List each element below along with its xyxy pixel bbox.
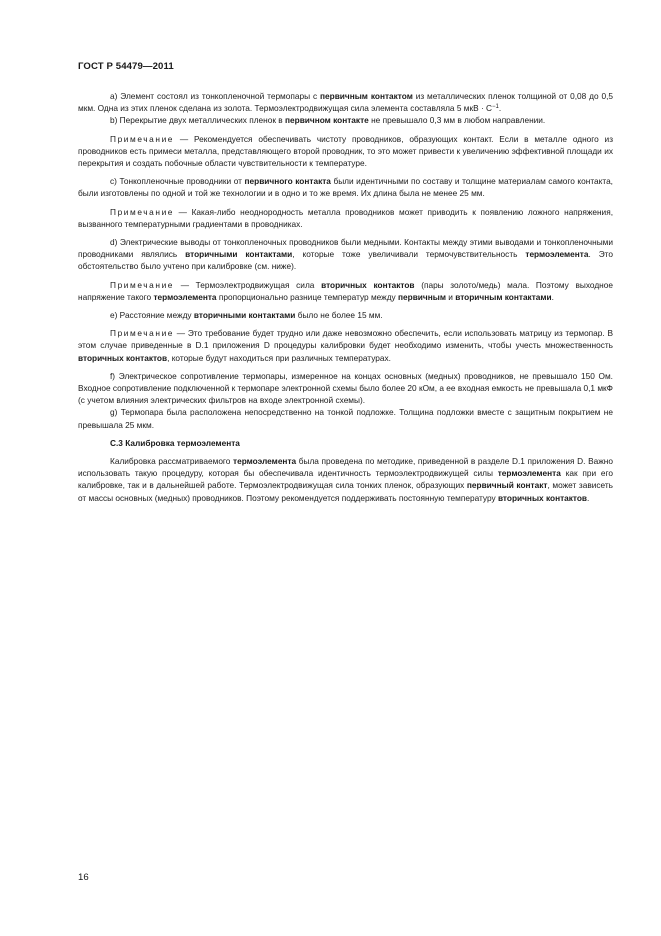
text-run: как при его калибровке, так и в дальнейшей работе. Термоэлектродвижущая сила тонких пленок, образующих xyxy=(78,468,613,491)
term-primary-contact: первичным контактом xyxy=(320,91,413,101)
term-primary: первичным xyxy=(398,291,446,302)
term-primary-contact: первичный контакт xyxy=(466,480,548,491)
text-run: e) Расстояние между xyxy=(110,310,194,321)
term-thermoelement: термоэлемента xyxy=(233,456,297,467)
text-run: a) Элемент состоял из тонкопленочной термопары с xyxy=(110,91,320,101)
text-run: , которые тоже увеличивали термочувствительность xyxy=(292,249,526,260)
text-run: не превышало 0,3 мм в любом направлении. xyxy=(368,115,546,126)
text-run: . xyxy=(498,103,502,114)
term-primary-contact: первичном контакте xyxy=(285,115,369,126)
text-run: . xyxy=(587,492,590,503)
text-run: (пары золото/медь) мала. Поэтому выходное напряжение такого xyxy=(78,279,613,302)
term-secondary-contacts: вторичных контактов xyxy=(321,279,415,290)
document-body xyxy=(78,90,613,504)
text-run: , может зависеть от массы основных (медных) проводников. Поэтому рекомендуется поддерживать постоянную температуру xyxy=(78,480,613,503)
text-run: — Рекомендуется обеспечивать чистоту проводников, образующих контакт. Если в металле одного из проводников есть примеси металла, представляющего второй проводник, то это может привести к увеличению эффективной площади их перекрытия и создать побочные области чувствительности к температуре. xyxy=(78,133,613,169)
term-secondary-contacts: вторичными контактами xyxy=(185,249,293,260)
term-primary-contact: первичного контакта xyxy=(244,176,331,187)
note-2 xyxy=(78,206,613,230)
section-heading-c3: С.3 Калибровка термоэлемента xyxy=(110,437,240,448)
paragraph-e xyxy=(78,309,613,321)
note-1 xyxy=(78,133,613,170)
text-run: — Термоэлектродвижущая сила xyxy=(174,279,322,290)
text-run: d) Электрические выводы от тонкопленочных проводников были медными. Контакты между этими выводами и тонкопленочными проводниками являлись xyxy=(78,237,613,260)
term-secondary-contacts: вторичных контактов xyxy=(497,492,588,503)
paragraph-b xyxy=(78,114,613,126)
text-run: b) Перекрытие двух металлических пленок в xyxy=(110,115,285,126)
term-secondary-contacts: вторичным контактами xyxy=(455,291,552,302)
text-run: Калибровка рассматриваемого xyxy=(110,456,234,467)
term-secondary-contacts: вторичными контактами xyxy=(193,310,296,321)
text-run: — Какая-либо неоднородность металла проводников может приводить к появлению ложного напряжения, вызванного температурными градиентами в проводниках. xyxy=(78,206,613,229)
term-secondary-contacts: вторичных контактов xyxy=(78,352,168,363)
text-run: . xyxy=(551,291,554,302)
text-run: были идентичными по составу и толщине материалам самого контакта, были изготовлены по одной и той же технологии и в одно и то же время. Их длина была не менее 25 мм. xyxy=(78,176,613,199)
text-run: и xyxy=(445,291,456,302)
document-code-header: ГОСТ Р 54479—2011 xyxy=(78,61,174,72)
text-run: из металлических пленок толщиной от 0,08 до 0,5 мкм. Одна из этих пленок сделана из золота. Термоэлектродвижущая сила элемента составляла 5 мкВ · С xyxy=(78,91,613,114)
paragraph-calibration xyxy=(78,455,613,504)
paragraph-a xyxy=(78,90,613,114)
superscript-exponent: −1 xyxy=(492,104,499,111)
term-thermoelement: термоэлемента xyxy=(153,291,217,302)
text-run: c) Тонкопленочные проводники от xyxy=(110,176,245,187)
paragraph-f: f) Электрическое сопротивление термопары, измеренное на концах основных (медных) проводников, не превышало 150 Ом. Входное сопротивление подключенной к термопаре электронной схемы было более 20 кОм, а ее входная емкость не превышала 0,1 мкФ (с учетом влияния электрических фильтров на входе электронной схемы). xyxy=(78,370,613,406)
note-label: Примечание xyxy=(110,206,175,217)
text-run: пропорционально разнице температур между xyxy=(216,291,399,302)
note-label: Примечание xyxy=(110,279,175,290)
note-label: Примечание xyxy=(110,133,175,144)
paragraph-g: g) Термопара была расположена непосредственно на тонкой подложке. Толщина подложки вместе с защитным покрытием не превышала 25 мкм. xyxy=(78,407,613,430)
text-run: , которые будут находиться при различных температурах. xyxy=(167,352,391,363)
term-thermoelement: термоэлемента xyxy=(497,468,561,479)
text-run: была проведена по методике, приведенной в разделе D.1 приложения D. Важно использовать такую процедуру, которая бы обеспечивала идентичность термоэлектродвижущей силы xyxy=(78,456,613,479)
paragraph-d xyxy=(78,236,613,273)
note-4 xyxy=(78,327,613,364)
paragraph-c xyxy=(78,175,613,199)
note-label: Примечание xyxy=(110,328,175,339)
text-run: было не более 15 мм. xyxy=(295,310,383,321)
text-run: . Это обстоятельство было учтено при калибровке (см. ниже). xyxy=(78,249,613,272)
text-run: — Это требование будет трудно или даже невозможно обеспечить, если использовать матрицу из термопар. В этом случае приведенные в D.1 приложения D процедуры калибровки будет необходимо изменить, чтобы учесть множественность xyxy=(78,328,613,351)
note-3 xyxy=(78,279,613,303)
term-thermoelement: термоэлемента xyxy=(525,249,589,260)
page-number: 16 xyxy=(78,872,89,883)
